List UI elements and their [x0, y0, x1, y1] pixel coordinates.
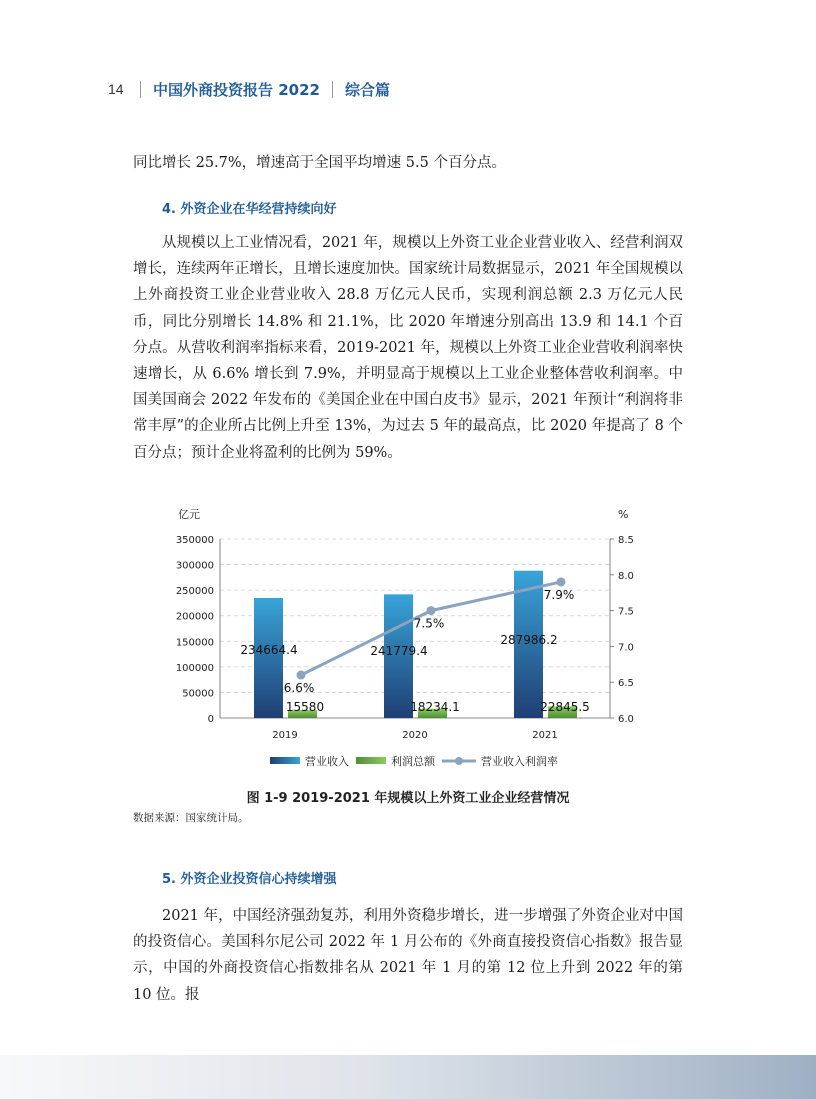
y-tick-label-left: 100000	[175, 662, 214, 674]
header-divider	[332, 81, 333, 98]
y-tick-label-right: 6.0	[618, 714, 634, 725]
point-margin	[427, 606, 436, 615]
y-axis-label-left: 亿元	[178, 508, 200, 521]
footer-band	[0, 1055, 816, 1099]
header-divider	[140, 81, 141, 98]
bar-revenue	[254, 598, 283, 718]
y-tick-label-left: 300000	[175, 560, 214, 572]
paragraph-continuation: 同比增长 25.7%，增速高于全国平均增速 5.5 个百分点。	[133, 155, 506, 171]
section-title: 综合篇	[344, 80, 390, 99]
data-label-profit: 22845.5	[540, 700, 590, 714]
x-tick-label: 2019	[272, 730, 298, 741]
x-tick-label: 2020	[402, 730, 428, 741]
legend-label-margin: 营业收入利润率	[481, 755, 558, 768]
data-label-margin: 6.6%	[283, 681, 315, 696]
chart-container	[160, 500, 640, 784]
source-note: 数据来源：国家统计局。	[133, 812, 249, 824]
legend-swatch-revenue	[270, 757, 300, 764]
legend-label-revenue: 营业收入	[305, 755, 349, 768]
y-tick-label-left: 0	[207, 714, 214, 725]
data-label-revenue: 234664.4	[240, 643, 298, 657]
book-title: 中国外商投资报告 2022	[153, 80, 320, 99]
point-margin	[557, 577, 566, 586]
y-tick-label-left: 200000	[175, 611, 214, 623]
y-tick-label-right: 7.5	[618, 606, 634, 618]
business-performance-chart	[160, 500, 640, 780]
legend-marker-margin	[455, 757, 463, 765]
section-heading-4: 4. 外资企业在华经营持续向好	[162, 202, 337, 217]
y-tick-label-left: 350000	[175, 535, 214, 546]
x-tick-label: 2021	[532, 730, 558, 741]
data-label-revenue: 287986.2	[500, 633, 558, 647]
data-label-margin: 7.5%	[413, 616, 445, 631]
data-label-profit: 18234.1	[410, 700, 460, 714]
section-heading-5: 5. 外资企业投资信心持续增强	[162, 872, 337, 887]
data-label-margin: 7.9%	[543, 587, 575, 602]
data-label-revenue: 241779.4	[370, 644, 428, 658]
figure-caption: 图 1-9 2019-2021 年规模以上外资工业企业经营情况	[246, 791, 570, 806]
page-header	[108, 78, 390, 100]
paragraph-operations: 从规模以上工业情况看，2021 年，规模以上外资工业企业营业收入、经营利润双增长，连续两年正增长，且增长速度加快。国家统计局数据显示，2021 年全国规模以上外商投资工业企业营业收入 28.8 万亿元人民币，实现利润总额 2.3 万亿元人民币，同比分别增长 14.8% 和 21.1%，比 2020 年增速分别高出 13.9 和 14.1 个百分点。从营收利润率指标来看，2019-2021 年，规模以上外资工业企业营收利润率快速增长，从 6.6% 增长到 7.9%，并明显高于规模以上工业企业整体营收利润率。中国美国商会 2022 年发布的《美国企业在中国白皮书》显示，2021 年预计“利润将非常丰厚”的企业所占比例上升至 13%，为过去 5 年的最高点，比 2020 年提高了 8 个百分点；预计企业将盈利的比例为 59%。	[133, 235, 683, 461]
legend-label-profit: 利润总额	[391, 755, 435, 768]
y-tick-label-left: 50000	[182, 688, 214, 700]
paragraph-confidence: 2021 年，中国经济强劲复苏，利用外资稳步增长，进一步增强了外资企业对中国的投资信心。美国科尔尼公司 2022 年 1 月公布的《外商直接投资信心指数》报告显示，中国的外商投资信心指数排名从 2021 年 1 月的第 12 位上升到 2022 年的第 10 位。报	[133, 908, 683, 1003]
y-tick-label-right: 6.5	[618, 678, 634, 690]
data-label-profit: 15580	[285, 700, 325, 714]
y-tick-label-right: 7.0	[618, 642, 634, 654]
y-tick-label-left: 150000	[175, 637, 214, 649]
y-tick-label-left: 250000	[175, 586, 214, 598]
y-tick-label-right: 8.5	[618, 535, 634, 546]
page-number: 14	[108, 81, 124, 97]
y-axis-label-right: %	[618, 508, 629, 521]
legend-swatch-profit	[356, 757, 386, 764]
point-margin	[297, 671, 306, 680]
y-tick-label-right: 8.0	[618, 570, 634, 582]
